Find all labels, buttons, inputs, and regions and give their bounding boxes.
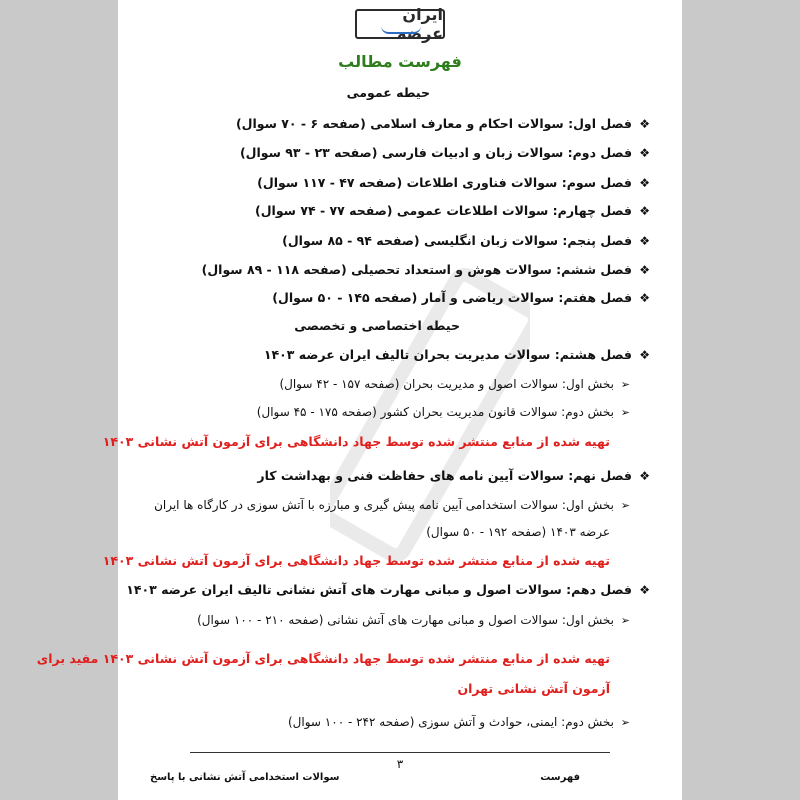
bullet-icon: ❖ [639,348,650,362]
note-ch8: تهیه شده از منابع منتشر شده توسط جهاد دانشگاهی برای آزمون آتش نشانی ۱۴۰۳ [102,434,610,449]
footer-section-label: فهرست [540,772,580,783]
toc-sub-10-1[interactable]: ➢بخش اول: سوالات اصول و مبانی مهارت های آتش نشانی (صفحه ۲۱۰ - ۱۰۰ سوال) [197,613,630,627]
bullet-icon: ❖ [639,583,650,597]
bullet-icon: ❖ [639,117,650,131]
footer-divider [190,752,610,753]
bullet-icon: ❖ [639,469,650,483]
toc-item-5[interactable]: ❖فصل پنجم: سوالات زبان انگلیسی (صفحه ۹۴ - ۸۵ سوال) [282,233,650,248]
arrow-bullet-icon: ➢ [620,378,630,391]
section-specialized: حیطه اختصاصی و تخصصی [294,318,460,333]
toc-sub-8-1[interactable]: ➢بخش اول: سوالات اصول و مدیریت بحران (صفحه ۱۵۷ - ۴۲ سوال) [279,377,630,391]
section-general: حیطه عمومی [346,85,430,100]
toc-sub-9-1[interactable]: ➢بخش اول: سوالات استخدامی آیین نامه پیش گیری و مبارزه با آتش سوزی در کارگاه ها ایران [154,498,630,512]
brand-logo [355,5,445,43]
bullet-icon: ❖ [639,263,650,277]
arrow-bullet-icon: ➢ [620,499,630,512]
logo-swoosh-icon [381,26,421,34]
right-margin [682,0,800,800]
toc-item-9[interactable]: ❖فصل نهم: سوالات آیین نامه های حفاظت فنی و بهداشت کار [257,468,650,483]
toc-item-8[interactable]: ❖فصل هشتم: سوالات مدیریت بحران تالیف ایران عرضه ۱۴۰۳ [263,347,650,362]
note-ch9: تهیه شده از منابع منتشر شده توسط جهاد دانشگاهی برای آزمون آتش نشانی ۱۴۰۳ [102,553,610,568]
page-title: فهرست مطالب [338,52,462,71]
bullet-icon: ❖ [639,291,650,305]
toc-item-2[interactable]: ❖فصل دوم: سوالات زبان و ادبیات فارسی (صفحه ۲۳ - ۹۳ سوال) [239,145,650,160]
bullet-icon: ❖ [639,176,650,190]
toc-item-10[interactable]: ❖فصل دهم: سوالات اصول و مبانی مهارت های آتش نشانی تالیف ایران عرضه ۱۴۰۳ [126,582,650,597]
toc-item-6[interactable]: ❖فصل ششم: سوالات هوش و استعداد تحصیلی (صفحه ۱۱۸ - ۸۹ سوال) [201,262,650,277]
arrow-bullet-icon: ➢ [620,716,630,729]
note-ch10-line1: تهیه شده از منابع منتشر شده توسط جهاد دانشگاهی برای آزمون آتش نشانی ۱۴۰۳ مفید برای [36,651,610,666]
toc-item-4[interactable]: ❖فصل چهارم: سوالات اطلاعات عمومی (صفحه ۷۷ - ۷۴ سوال) [255,203,650,218]
footer-book-title: سوالات استخدامی آتش نشانی با پاسخ [150,772,340,783]
page-number: ۳ [396,757,404,771]
bullet-icon: ❖ [639,146,650,160]
toc-item-1[interactable]: ❖فصل اول: سوالات احکام و معارف اسلامی (صفحه ۶ - ۷۰ سوال) [235,116,650,131]
arrow-bullet-icon: ➢ [620,614,630,627]
toc-item-7[interactable]: ❖فصل هفتم: سوالات ریاضی و آمار (صفحه ۱۴۵ - ۵۰ سوال) [272,290,650,305]
bullet-icon: ❖ [639,234,650,248]
toc-item-3[interactable]: ❖فصل سوم: سوالات فناوری اطلاعات (صفحه ۴۷ - ۱۱۷ سوال) [257,175,650,190]
bullet-icon: ❖ [639,204,650,218]
arrow-bullet-icon: ➢ [620,406,630,419]
logo-text: ایران عرضه [396,5,443,43]
left-margin [0,0,118,800]
toc-sub-10-2[interactable]: ➢بخش دوم: ایمنی، حوادث و آتش سوزی (صفحه ۲۴۲ - ۱۰۰ سوال) [287,715,630,729]
toc-sub-8-2[interactable]: ➢بخش دوم: سوالات قانون مدیریت بحران کشور (صفحه ۱۷۵ - ۴۵ سوال) [256,405,630,419]
note-ch10-line2: آزمون آتش نشانی تهران [457,681,610,696]
toc-sub-9-1-cont: عرضه ۱۴۰۳ (صفحه ۱۹۲ - ۵۰ سوال) [426,525,610,539]
